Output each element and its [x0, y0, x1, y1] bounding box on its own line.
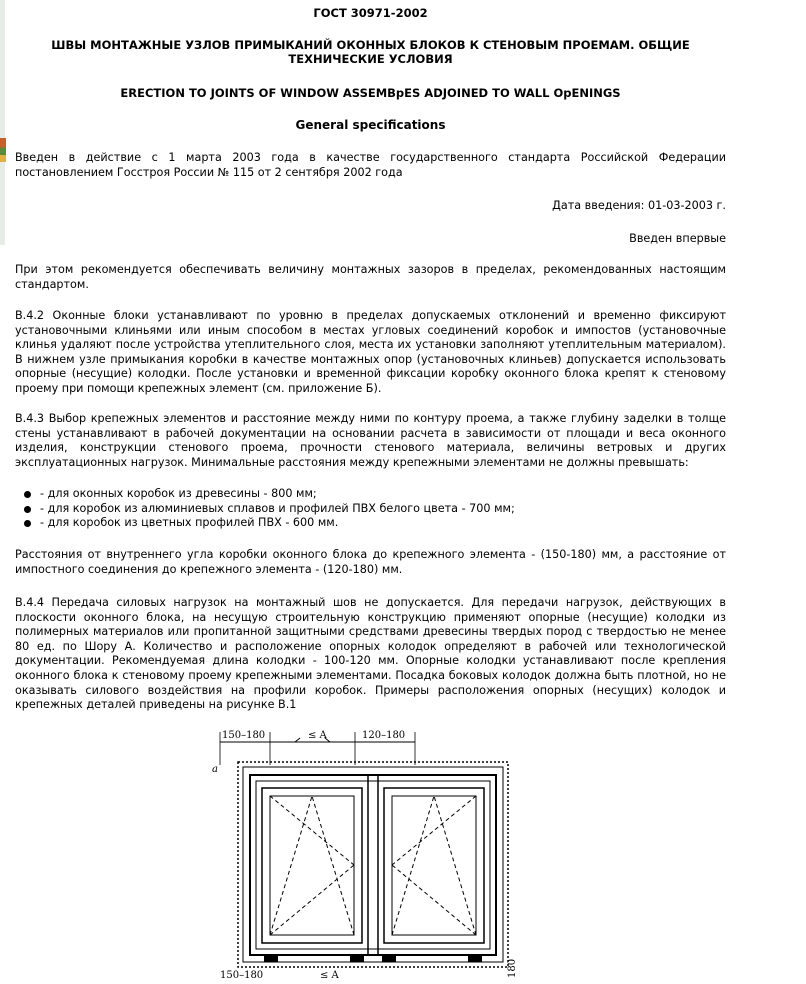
browser-edge-icon	[0, 138, 6, 162]
bullet-list	[24, 487, 704, 531]
first-introduced: Введен впервые	[629, 232, 726, 245]
window-drawing	[190, 720, 540, 980]
gost-number: ГОСТ 30971-2002	[313, 6, 428, 20]
dim-mid-label: ≤ A	[308, 730, 327, 741]
dim-right-label: 120–180	[362, 730, 406, 741]
paragraph-gaps: При этом рекомендуется обеспечивать величину монтажных зазоров в пределах, рекомендованных настоящим стандартом.	[15, 263, 726, 291]
left-edge-bar	[0, 0, 5, 245]
list-item: - для коробок из алюминиевых сплавов и профилей ПВХ белого цвета - 700 мм;	[24, 502, 704, 517]
paragraph-distances: Расстояния от внутреннего угла коробки оконного блока до крепежного элемента - (150-180) мм, а расстояние от импостного соединения до крепежного элемента - (120-180) мм.	[15, 548, 726, 576]
dim-bottom-left-label: 150–180	[220, 970, 264, 980]
paragraph-b42: В.4.2 Оконные блоки устанавливают по уровню в пределах допускаемых отклонений и временно фиксируют установочными клиньями или иным способом в местах угловых соединений коробок и импостов (установочные клинья удаляют после устройства утеплительного слоя, места их установки заполняют утеплительным материалом). В нижнем узле примыкания коробки в качестве монтажных опор (установочных клиньев) допускается использовать опорные (несущие) колодки. После установки и временной фиксации коробку оконного блока крепят к стеновому проему при помощи крепежных элемент (см. приложение Б).	[15, 309, 726, 395]
dim-side-label: 180	[507, 958, 518, 978]
paragraph-b43: В.4.3 Выбор крепежных элементов и расстояние между ними по контуру проема, а также глубину заделки в толще стены устанавливают в рабочей документации на основании расчета в зависимости от площади и веса оконного изделия, конструкции стенового проема, прочности стенового материала, величины ветровых и других эксплуатационных нагрузок. Минимальные расстояния между крепежными элементами не должны превышать:	[15, 412, 726, 469]
dim-bottom-mid-label: ≤ A	[320, 970, 339, 980]
subtitle: General specifications	[295, 118, 446, 132]
figure-b1	[190, 720, 540, 980]
title-russian: ШВЫ МОНТАЖНЫЕ УЗЛОВ ПРИМЫКАНИЙ ОКОННЫХ БЛОКОВ К СТЕНОВЫМ ПРОЕМАМ. ОБЩИЕ ТЕХНИЧЕСКИЕ УСЛОВИЯ	[51, 38, 690, 66]
intro-paragraph: Введен в действие с 1 марта 2003 года в качестве государственного стандарта Российской Федерации постановлением Госстроя России № 115 от 2 сентября 2002 года	[15, 151, 726, 179]
title-english: ERECTION TO JOINTS OF WINDOW ASSEMBpES ADJOINED TO WALL OpENINGS	[120, 86, 621, 100]
list-item: - для оконных коробок из древесины - 800 мм;	[24, 487, 704, 502]
list-item: - для коробок из цветных профилей ПВХ - 600 мм.	[24, 516, 704, 531]
introduction-date: Дата введения: 01-03-2003 г.	[552, 199, 726, 212]
paragraph-b44: В.4.4 Передача силовых нагрузок на монтажный шов не допускается. Для передачи нагрузок, действующих в плоскости оконного блока, на несущую строительную конструкцию применяют опорные (несущие) колодки из полимерных материалов или пропитанной защитными средствами древесины твердых пород с твердостью не менее 80 ед. по Шору А. Количество и расположение опорных колодок определяют в рабочей или технологической документации. Рекомендуемая длина колодки - 100-120 мм. Опорные колодки устанавливают после крепления оконного блока к стеновому проему крепежными элементами. Посадка боковых колодок должна быть плотной, но не оказывать силового воздействия на профили коробок. Примеры расположения опорных (несущих) колодок и крепежных деталей приведены на рисунке В.1	[15, 596, 726, 712]
figure-label-a: a	[212, 764, 218, 775]
dim-left-label: 150–180	[222, 730, 266, 741]
